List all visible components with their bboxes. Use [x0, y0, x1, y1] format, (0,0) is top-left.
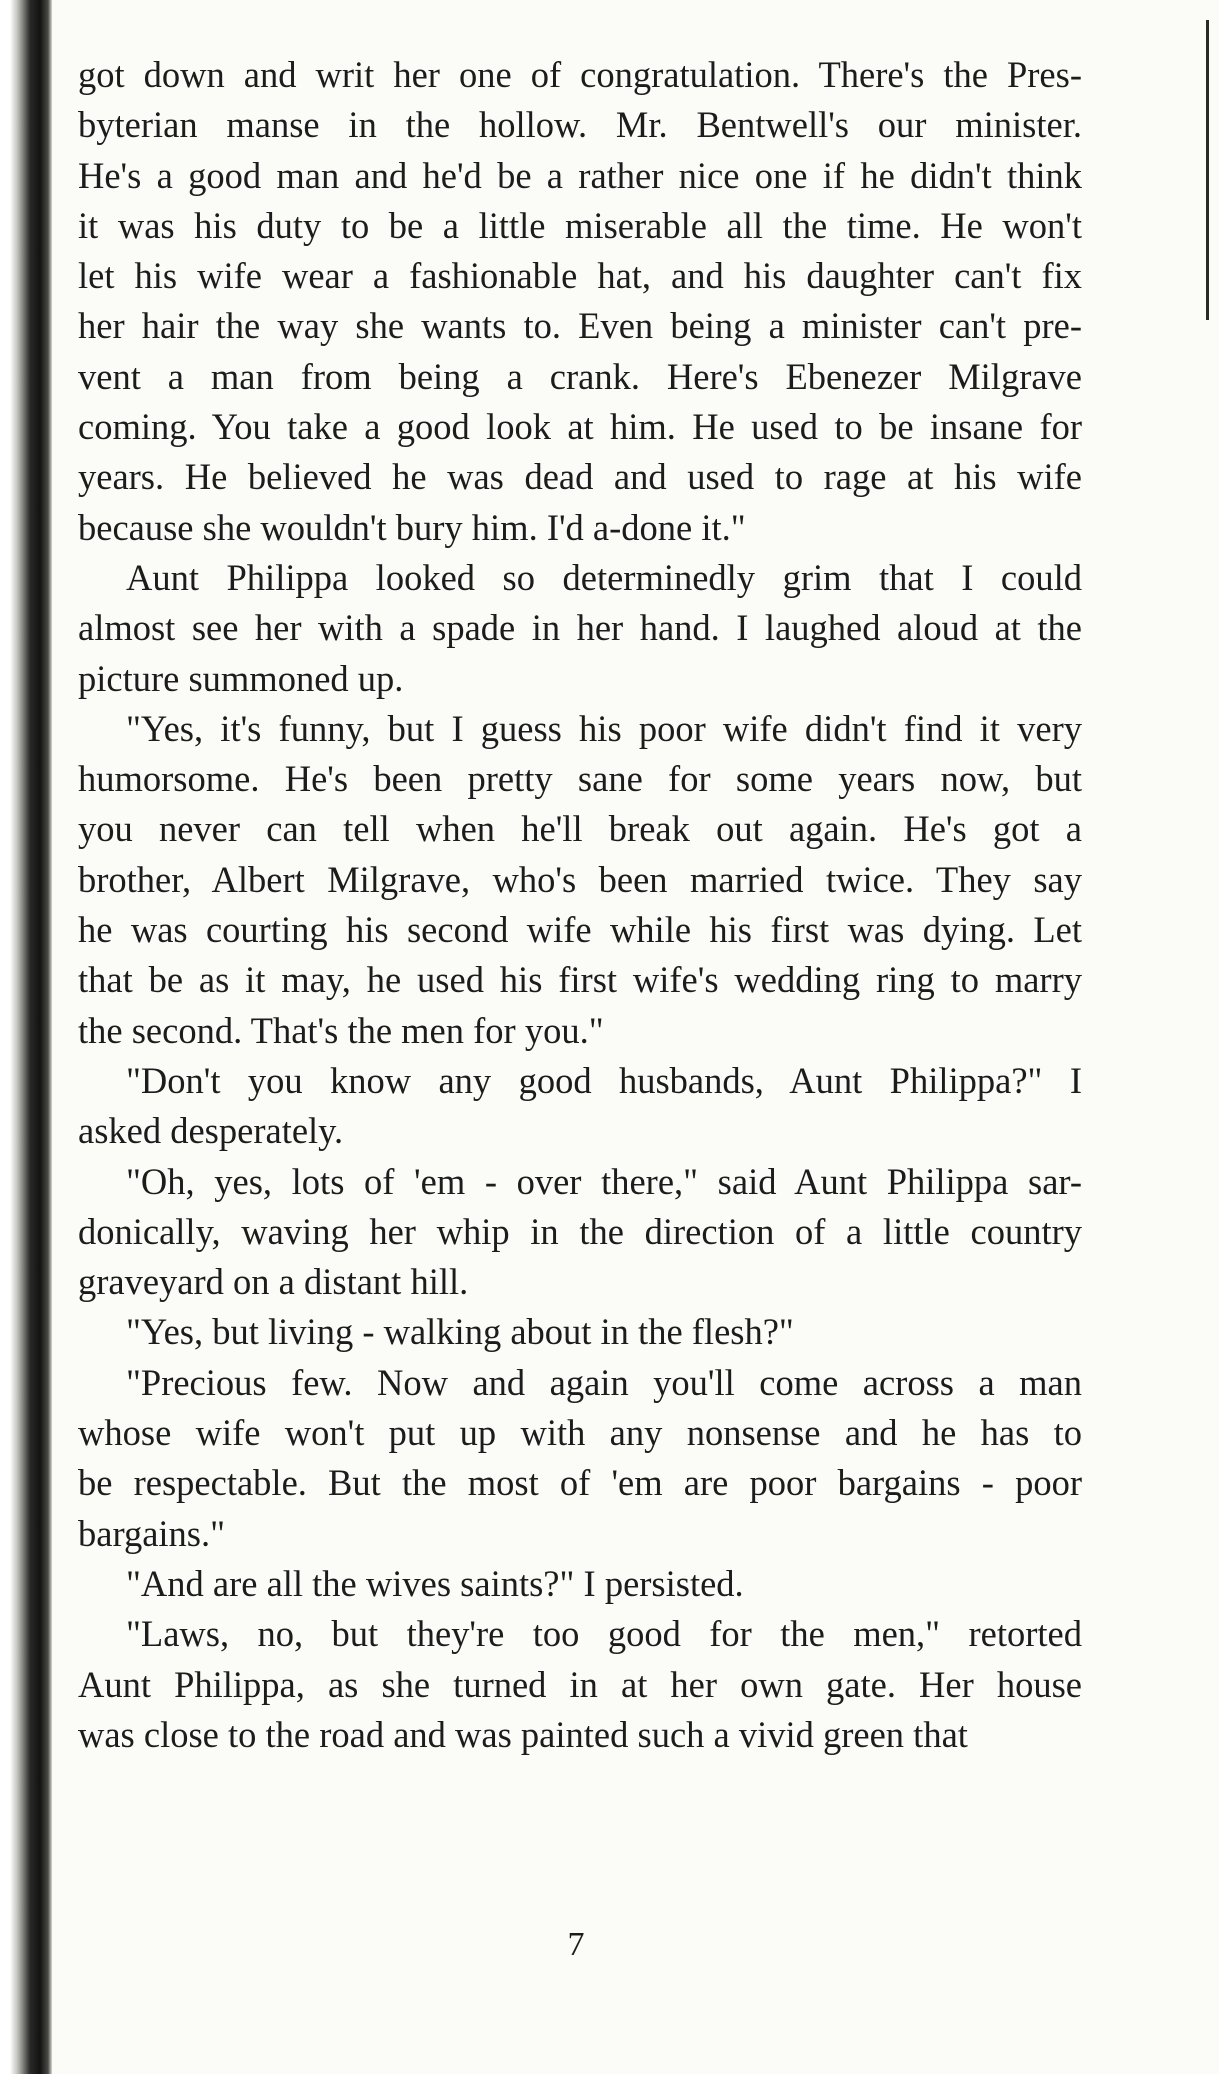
- text-line: years. He believed he was dead and used to rage at his wife: [78, 456, 1082, 498]
- text-line: "Yes, it's funny, but I guess his poor wife didn't find it very: [126, 707, 1082, 749]
- text-line: let his wife wear a fashionable hat, and his daughter can't fix: [78, 255, 1082, 297]
- text-line: that be as it may, he used his first wife's wedding ring to marry: [78, 959, 1082, 1001]
- text-line: "And are all the wives saints?" I persisted.: [126, 1562, 744, 1604]
- text-line: "Laws, no, but they're too good for the men," retorted: [126, 1613, 1082, 1655]
- text-line: "Oh, yes, lots of 'em - over there," said Aunt Philippa sar-: [126, 1160, 1082, 1202]
- text-line: whose wife won't put up with any nonsense and he has to: [78, 1412, 1082, 1454]
- text-line: her hair the way she wants to. Even being a minister can't pre-: [78, 305, 1082, 347]
- text-line: "Yes, but living - walking about in the flesh?": [126, 1311, 794, 1353]
- text-line: got down and writ her one of congratulation. There's the Pres-: [78, 54, 1082, 95]
- text-line: Aunt Philippa, as she turned in at her own gate. Her house: [78, 1663, 1082, 1705]
- text-line: vent a man from being a crank. Here's Ebenezer Milgrave: [78, 355, 1082, 397]
- text-line: almost see her with a spade in her hand. I laughed aloud at the: [78, 607, 1082, 649]
- text-line: byterian manse in the hollow. Mr. Bentwell's our minister.: [78, 104, 1082, 146]
- page-number: 7: [567, 1926, 585, 1963]
- text-line: picture summoned up.: [78, 657, 404, 699]
- text-line: Aunt Philippa looked so determinedly grim that I could: [126, 556, 1082, 598]
- text-line: was close to the road and was painted such a vivid green that: [78, 1713, 968, 1755]
- text-line: donically, waving her whip in the direction of a little country: [78, 1210, 1082, 1252]
- text-line: be respectable. But the most of 'em are poor bargains - poor: [78, 1462, 1082, 1504]
- text-line: coming. You take a good look at him. He used to be insane for: [78, 406, 1082, 448]
- text-line: you never can tell when he'll break out again. He's got a: [78, 808, 1082, 850]
- text-line: graveyard on a distant hill.: [78, 1261, 469, 1303]
- text-line: bargains.": [78, 1512, 226, 1554]
- text-line: He's a good man and he'd be a rather nice one if he didn't think: [78, 154, 1082, 196]
- text-line: brother, Albert Milgrave, who's been married twice. They say: [78, 858, 1082, 900]
- text-line: he was courting his second wife while his first was dying. Let: [78, 909, 1082, 951]
- page-edge-line: [1206, 20, 1209, 320]
- text-line: the second. That's the men for you.": [78, 1009, 604, 1051]
- text-line: "Don't you know any good husbands, Aunt Philippa?" I: [126, 1059, 1082, 1101]
- text-line: it was his duty to be a little miserable all the time. He won't: [78, 204, 1082, 246]
- text-line: because she wouldn't bury him. I'd a-done it.": [78, 506, 746, 548]
- body-text: [78, 50, 1082, 1760]
- text-line: humorsome. He's been pretty sane for some years now, but: [78, 758, 1082, 800]
- text-line: "Precious few. Now and again you'll come across a man: [126, 1361, 1082, 1403]
- binding-gutter-shadow: [0, 0, 52, 2074]
- text-line: asked desperately.: [78, 1110, 344, 1152]
